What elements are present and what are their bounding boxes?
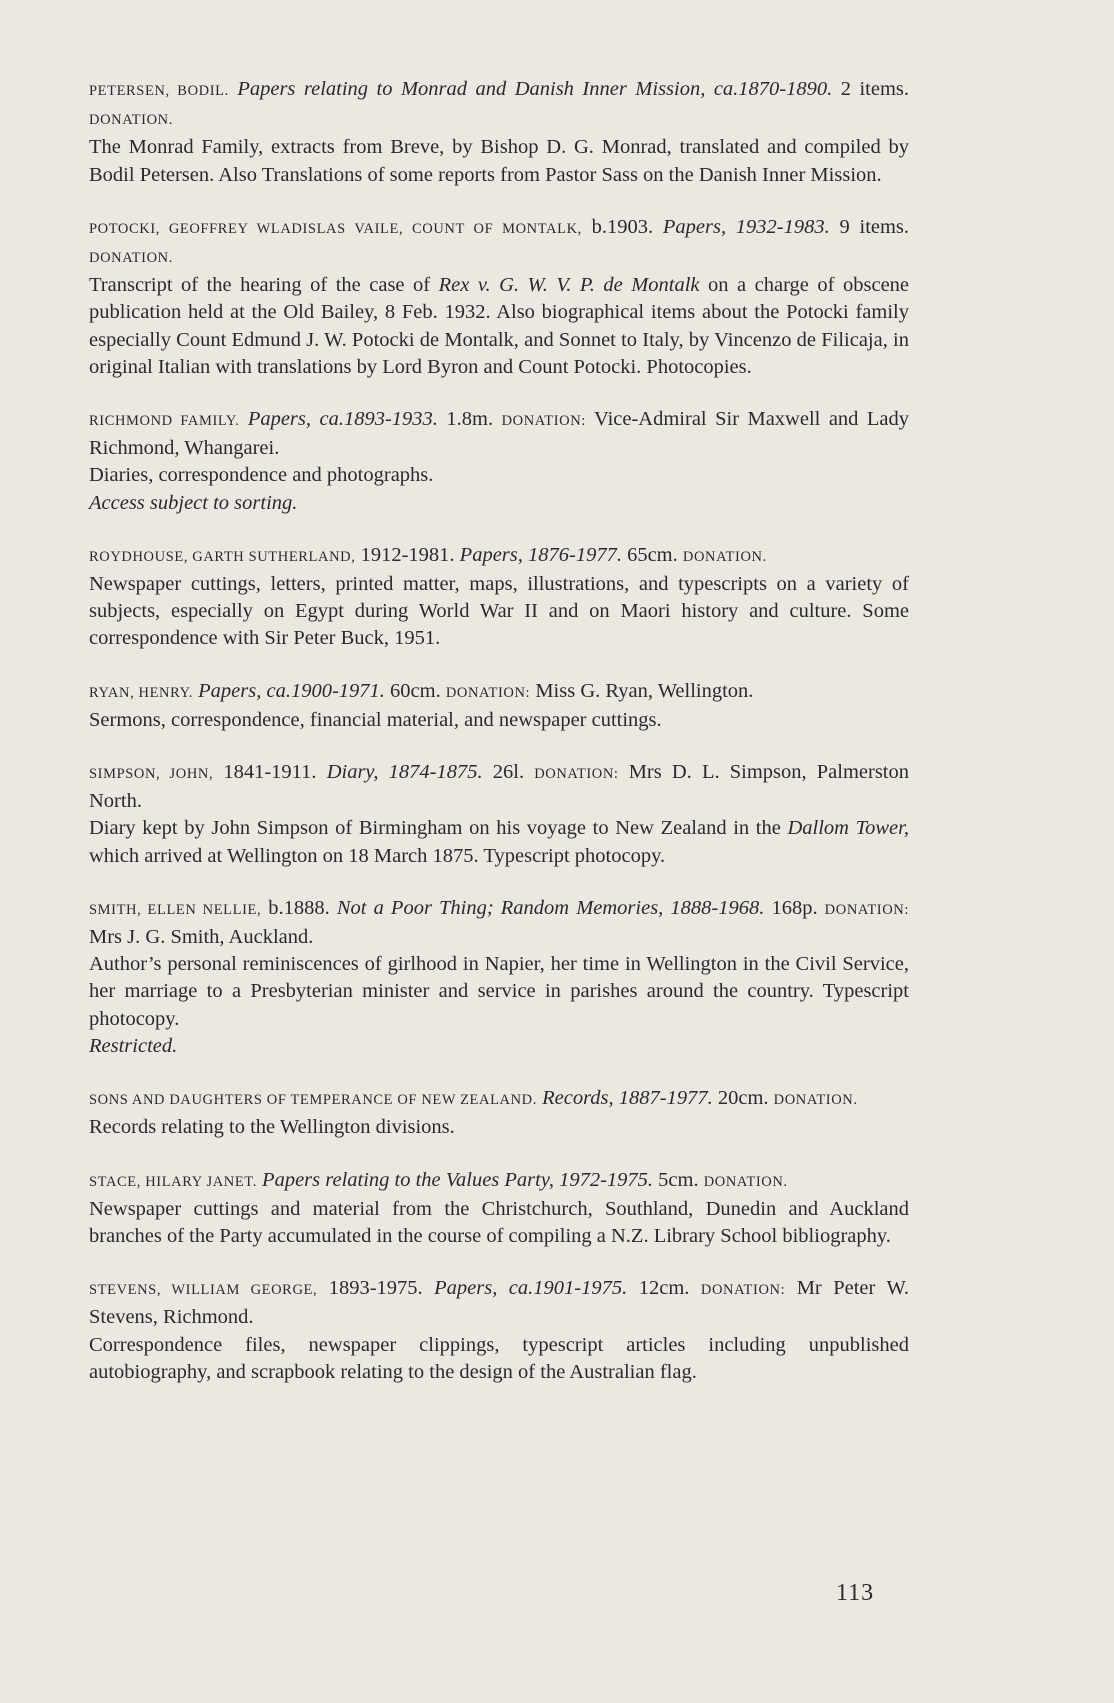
entry-extent: 20cm. [717, 1087, 769, 1110]
entry-description [89, 815, 909, 869]
entry-name: RYAN, HENRY. [89, 684, 194, 701]
entry-description: Newspaper cuttings, letters, printed matter, maps, illustrations, and typescripts on a variety of subjects, especially on Egypt during World War II and on Maori history and culture. Some correspondence with Sir Peter Buck, 1951. [89, 573, 909, 650]
entry-title: Papers, 1876-1977. [459, 543, 622, 566]
entry-description: Sermons, correspondence, financial material, and newspaper cuttings. [89, 708, 662, 731]
entry-description: Records relating to the Wellington divisions. [89, 1116, 455, 1139]
entry-description: Correspondence files, newspaper clippings, typescript articles including unpublished autobiography, and scrapbook relating to the design of the Australian flag. [89, 1333, 909, 1383]
entry-description: Newspaper cuttings and material from the Christchurch, Southland, Dunedin and Auckland branches of the Party accumulated in the course of compiling a N.Z. Library School bibliography. [89, 1197, 909, 1247]
catalogue-entry [89, 76, 909, 189]
description-italic: Dallom Tower, [787, 817, 909, 840]
entry-heading [89, 406, 909, 462]
entry-heading [89, 759, 909, 815]
entry-source-label: DONATION: [445, 684, 531, 701]
entry-title: Papers relating to Monrad and Danish Inner Mission, ca.1870-1890. [237, 78, 833, 100]
entry-name-date: 1893-1975. [328, 1277, 423, 1300]
entry-description: Diaries, correspondence and photographs. [89, 464, 434, 487]
entry-heading [89, 76, 909, 134]
entry-heading [89, 542, 909, 571]
description-text: Transcript of the hearing of the case of [89, 274, 431, 297]
entry-source: Miss G. Ryan, Wellington. [535, 679, 754, 702]
entry-heading [89, 1167, 909, 1196]
entry-title: Papers, 1932-1983. [662, 215, 830, 238]
entry-name-date: 1912-1981. [360, 543, 455, 566]
catalogue-entry [89, 678, 909, 734]
catalogue-entry [89, 1275, 909, 1386]
entry-name: RICHMOND FAMILY. [89, 413, 240, 430]
description-text: which arrived at Wellington on 18 March 1875. Typescript photocopy. [89, 844, 666, 867]
entry-extent: 9 items. [839, 215, 910, 238]
description-italic: Rex v. G. W. V. P. de Montalk [438, 274, 700, 297]
entry-extent: 2 items. [840, 78, 910, 100]
entry-title: Papers relating to the Values Party, 1972-1975. [262, 1168, 654, 1191]
entry-extent: 1.8m. [446, 408, 494, 431]
catalogue-entry [89, 542, 909, 653]
catalogue-entry [89, 895, 909, 1060]
entry-name: ROYDHOUSE, GARTH SUTHERLAND, [89, 548, 356, 565]
page-number: 113 [836, 1580, 875, 1606]
entry-name: SMITH, ELLEN NELLIE, [89, 901, 262, 918]
entry-title: Records, 1887-1977. [542, 1087, 713, 1110]
entry-title: Papers, ca.1900-1971. [198, 679, 385, 702]
entry-extent: 5cm. [658, 1168, 699, 1191]
description-text: on a charge of obscene publication held at the Old Bailey, 8 Feb. 1932. Also biographical items about the Potocki family especially Count Edmund J. W. Potocki de Montalk, and Sonnet to Italy, by Vincenzo de Filicaja, in original Italian with translations by Lord Byron and Count Potocki. Photocopies. [89, 274, 910, 378]
entry-name: STEVENS, WILLIAM GEORGE, [89, 1282, 318, 1299]
entry-source: Mr Peter W. Stevens, Richmond. [89, 1277, 910, 1329]
entry-extent: 60cm. [390, 679, 441, 702]
catalogue-entry [89, 1085, 909, 1141]
entry-source: Mrs D. L. Simpson, Palmerston North. [89, 761, 909, 813]
entry-heading [89, 1085, 909, 1114]
entry-title: Not a Poor Thing; Random Memories, 1888-1968. [336, 896, 765, 919]
entry-heading [89, 214, 909, 272]
catalogue-entry [89, 406, 909, 517]
entry-name: PETERSEN, BODIL. [89, 83, 229, 99]
entry-description: Author’s personal reminiscences of girlhood in Napier, her time in Wellington in the Civil Service, her marriage to a Presbyterian minister and service in parishes around the country. Typescript photocopy. [89, 953, 909, 1030]
entry-source: Mrs J. G. Smith, Auckland. [89, 926, 314, 949]
entry-source-label: DONATION. [682, 548, 767, 565]
entry-source-label: DONATION: [534, 766, 619, 783]
entry-source-label: DONATION. [703, 1173, 788, 1190]
entry-name-date: 1841-1911. [223, 761, 317, 784]
entry-source-label: DONATION: [501, 413, 586, 430]
entry-name: SIMPSON, JOHN, [89, 766, 214, 783]
entry-name-date: b.1888. [268, 896, 330, 919]
catalogue-entry [89, 1167, 909, 1251]
entry-title: Papers, ca.1901-1975. [434, 1277, 628, 1300]
entry-description: The Monrad Family, extracts from Breve, by Bishop D. G. Monrad, translated and compiled by Bodil Petersen. Also Translations of some reports from Pastor Sass on the Danish Inner Mission. [89, 136, 909, 186]
entry-source-label: DONATION. [773, 1092, 858, 1109]
entry-extent: 12cm. [638, 1277, 690, 1300]
entry-title: Papers, ca.1893-1933. [247, 408, 438, 431]
entry-source-label: DONATION: [824, 901, 910, 918]
entry-name-date: b.1903. [591, 215, 654, 238]
entry-heading [89, 678, 909, 707]
entry-note: Access subject to sorting. [89, 491, 298, 514]
catalogue-entry [89, 214, 909, 381]
catalogue-entries [89, 76, 909, 1411]
entry-description [89, 272, 909, 381]
entry-title: Diary, 1874-1875. [326, 761, 483, 784]
description-text: Diary kept by John Simpson of Birmingham on his voyage to New Zealand in the [89, 817, 781, 840]
entry-source-label: DONATION: [700, 1282, 786, 1299]
entry-source: Vice-Admiral Sir Maxwell and Lady Richmond, Whangarei. [89, 408, 910, 460]
entry-heading [89, 1275, 909, 1331]
entry-source-label: DONATION. [89, 112, 173, 129]
entry-heading [89, 895, 909, 951]
entry-note: Restricted. [89, 1034, 178, 1057]
entry-name: POTOCKI, GEOFFREY WLADISLAS VAILE, COUNT OF MONTALK, [89, 220, 582, 237]
entry-name: SONS AND DAUGHTERS OF TEMPERANCE OF NEW ZEALAND. [89, 1092, 537, 1109]
entry-source-label: DONATION. [89, 250, 173, 267]
entry-extent: 65cm. [627, 543, 678, 566]
entry-name: STACE, HILARY JANET. [89, 1173, 257, 1190]
entry-extent: 26l. [492, 761, 525, 784]
entry-extent: 168p. [771, 896, 818, 919]
catalogue-entry [89, 759, 909, 870]
